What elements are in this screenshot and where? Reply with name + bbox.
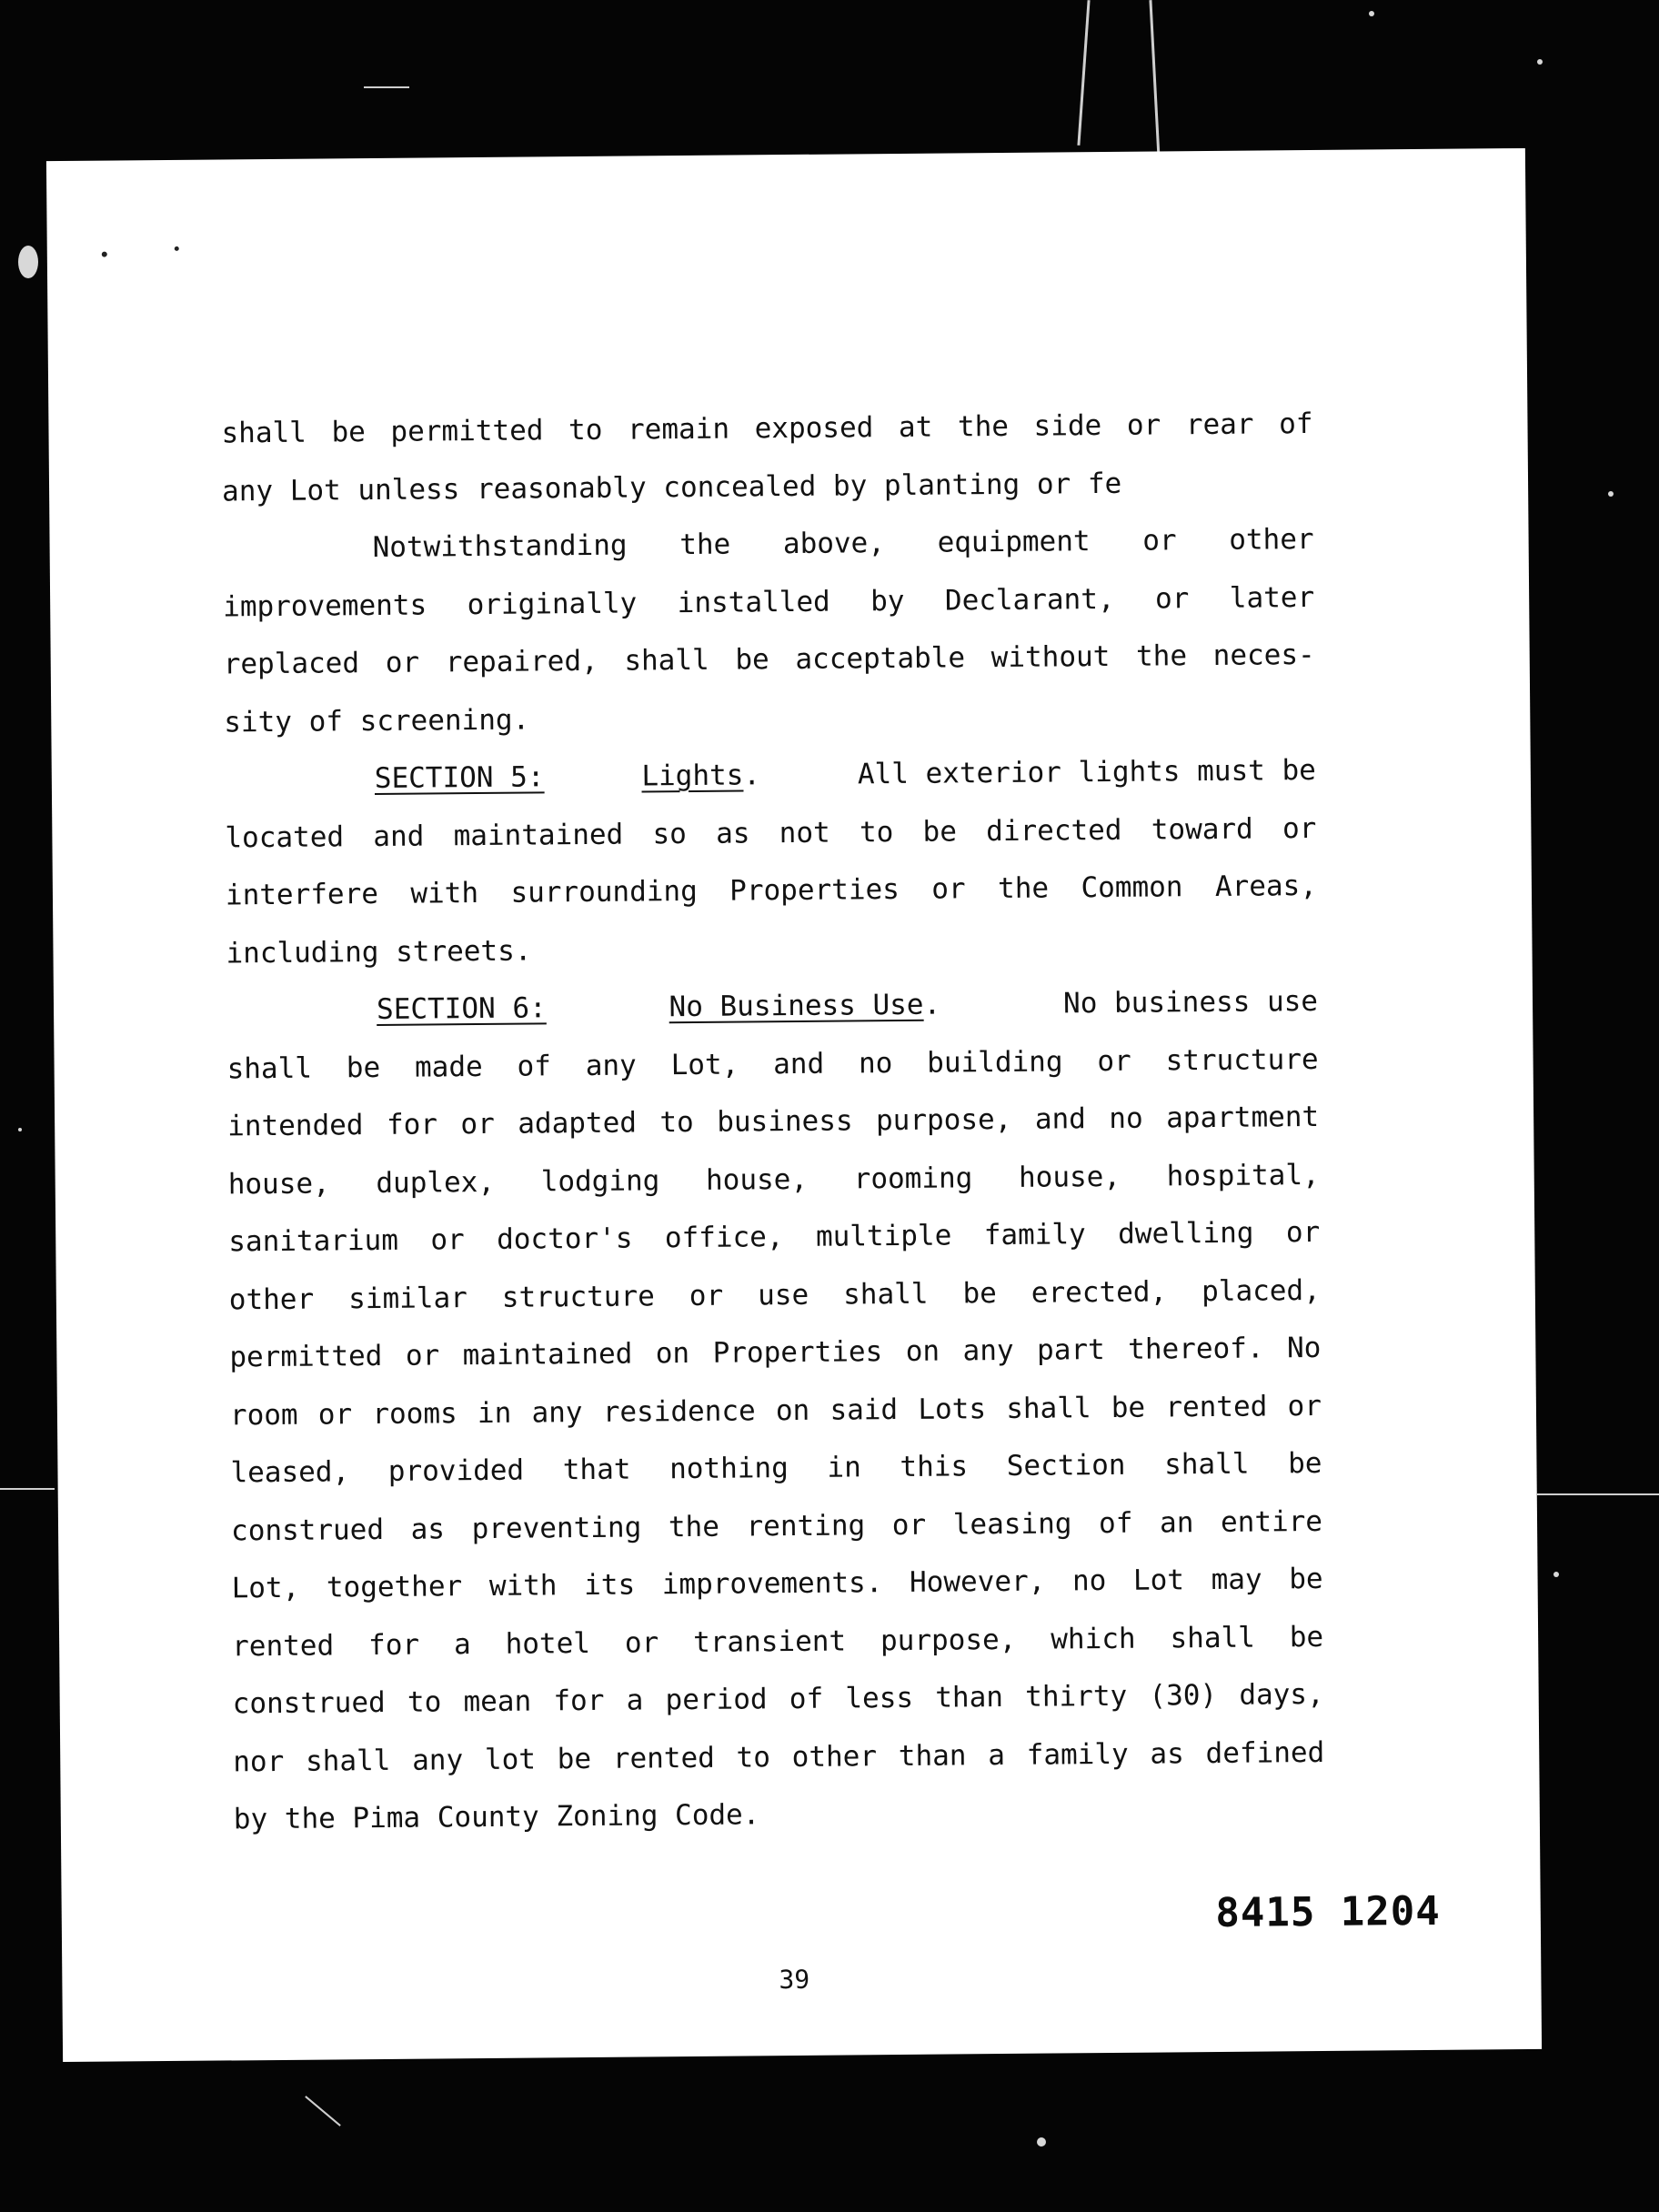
recording-code: 8415 1204 xyxy=(1215,1887,1441,1936)
section-6-heading-wrap: No Business Use. xyxy=(669,988,941,1024)
scan-speck xyxy=(1037,2137,1046,2147)
scan-speck xyxy=(1369,11,1374,16)
page-speck xyxy=(175,246,179,251)
text-line: including streets. xyxy=(226,934,532,970)
text-line: sity of screening. xyxy=(224,703,530,739)
scan-speck xyxy=(1537,59,1543,65)
text-line: room or rooms in any residence on said Lots shall be rented or xyxy=(229,1389,1322,1432)
text-line: rented for a hotel or transient purpose, which shall be xyxy=(232,1620,1324,1663)
scan-speck xyxy=(18,1128,22,1131)
text-line: replaced or repaired, shall be acceptable without the neces- xyxy=(223,638,1315,681)
document-page xyxy=(46,148,1542,2062)
scan-speck xyxy=(1608,491,1614,497)
scan-scratch xyxy=(364,86,409,88)
text-line: by the Pima County Zoning Code. xyxy=(233,1798,760,1836)
scan-scratch xyxy=(1537,1493,1659,1495)
text-line: house, duplex, lodging house, rooming house, hospital, xyxy=(227,1158,1320,1201)
text-line: other similar structure or use shall be erected, placed, xyxy=(228,1273,1321,1316)
section-5-heading: Lights xyxy=(641,759,744,793)
text-line: intended for or adapted to business purpose, and no apartment xyxy=(227,1100,1320,1143)
text-line: construed to mean for a period of less than thirty (30) days, xyxy=(232,1677,1324,1721)
section-5-label: SECTION 5: xyxy=(374,760,545,796)
section-6-line1-rest: No business use xyxy=(1062,984,1319,1021)
text-line: any Lot unless reasonably concealed by planting or fe xyxy=(221,467,1122,508)
text-line: improvements originally installed by Declarant, or later xyxy=(223,580,1315,623)
page-number: 39 xyxy=(779,1964,810,1996)
body-text xyxy=(221,396,1325,1849)
text-line: shall be permitted to remain exposed at the side or rear of xyxy=(221,407,1313,450)
section-6-heading: No Business Use xyxy=(669,988,924,1024)
section-5-first-line xyxy=(225,742,1317,809)
section-5-line1-rest: All exterior lights must be xyxy=(857,753,1316,791)
text-line: nor shall any lot be rented to other than a family as defined xyxy=(233,1735,1325,1778)
page-speck xyxy=(102,252,107,257)
scan-speck xyxy=(1553,1572,1559,1577)
section-6-label: SECTION 6: xyxy=(376,991,547,1027)
text-line: shall be made of any Lot, and no building or structure xyxy=(226,1042,1319,1085)
text-line: Lot, together with its improvements. However, no Lot may be xyxy=(231,1562,1323,1605)
scan-scratch xyxy=(1077,0,1090,146)
scan-scratch xyxy=(0,1488,55,1490)
section-6-first-line xyxy=(226,973,1319,1041)
text-line: leased, provided that nothing in this Section shall be xyxy=(230,1446,1322,1490)
text-line: located and maintained so as not to be directed toward or xyxy=(225,811,1317,854)
text-line: sanitarium or doctor's office, multiple family dwelling or xyxy=(228,1215,1321,1259)
text-line: interfere with surrounding Properties or the Common Areas, xyxy=(225,869,1318,912)
scan-scratch xyxy=(305,2096,341,2127)
text-line: construed as preventing the renting or leasing of an entire xyxy=(230,1504,1323,1547)
text-line: permitted or maintained on Properties on any part thereof. No xyxy=(229,1331,1322,1374)
text-line: Notwithstanding the above, equipment or other xyxy=(372,522,1314,565)
scan-scratch xyxy=(1149,0,1160,159)
scan-speck xyxy=(18,246,38,278)
section-5-heading-wrap: Lights. xyxy=(641,759,761,793)
